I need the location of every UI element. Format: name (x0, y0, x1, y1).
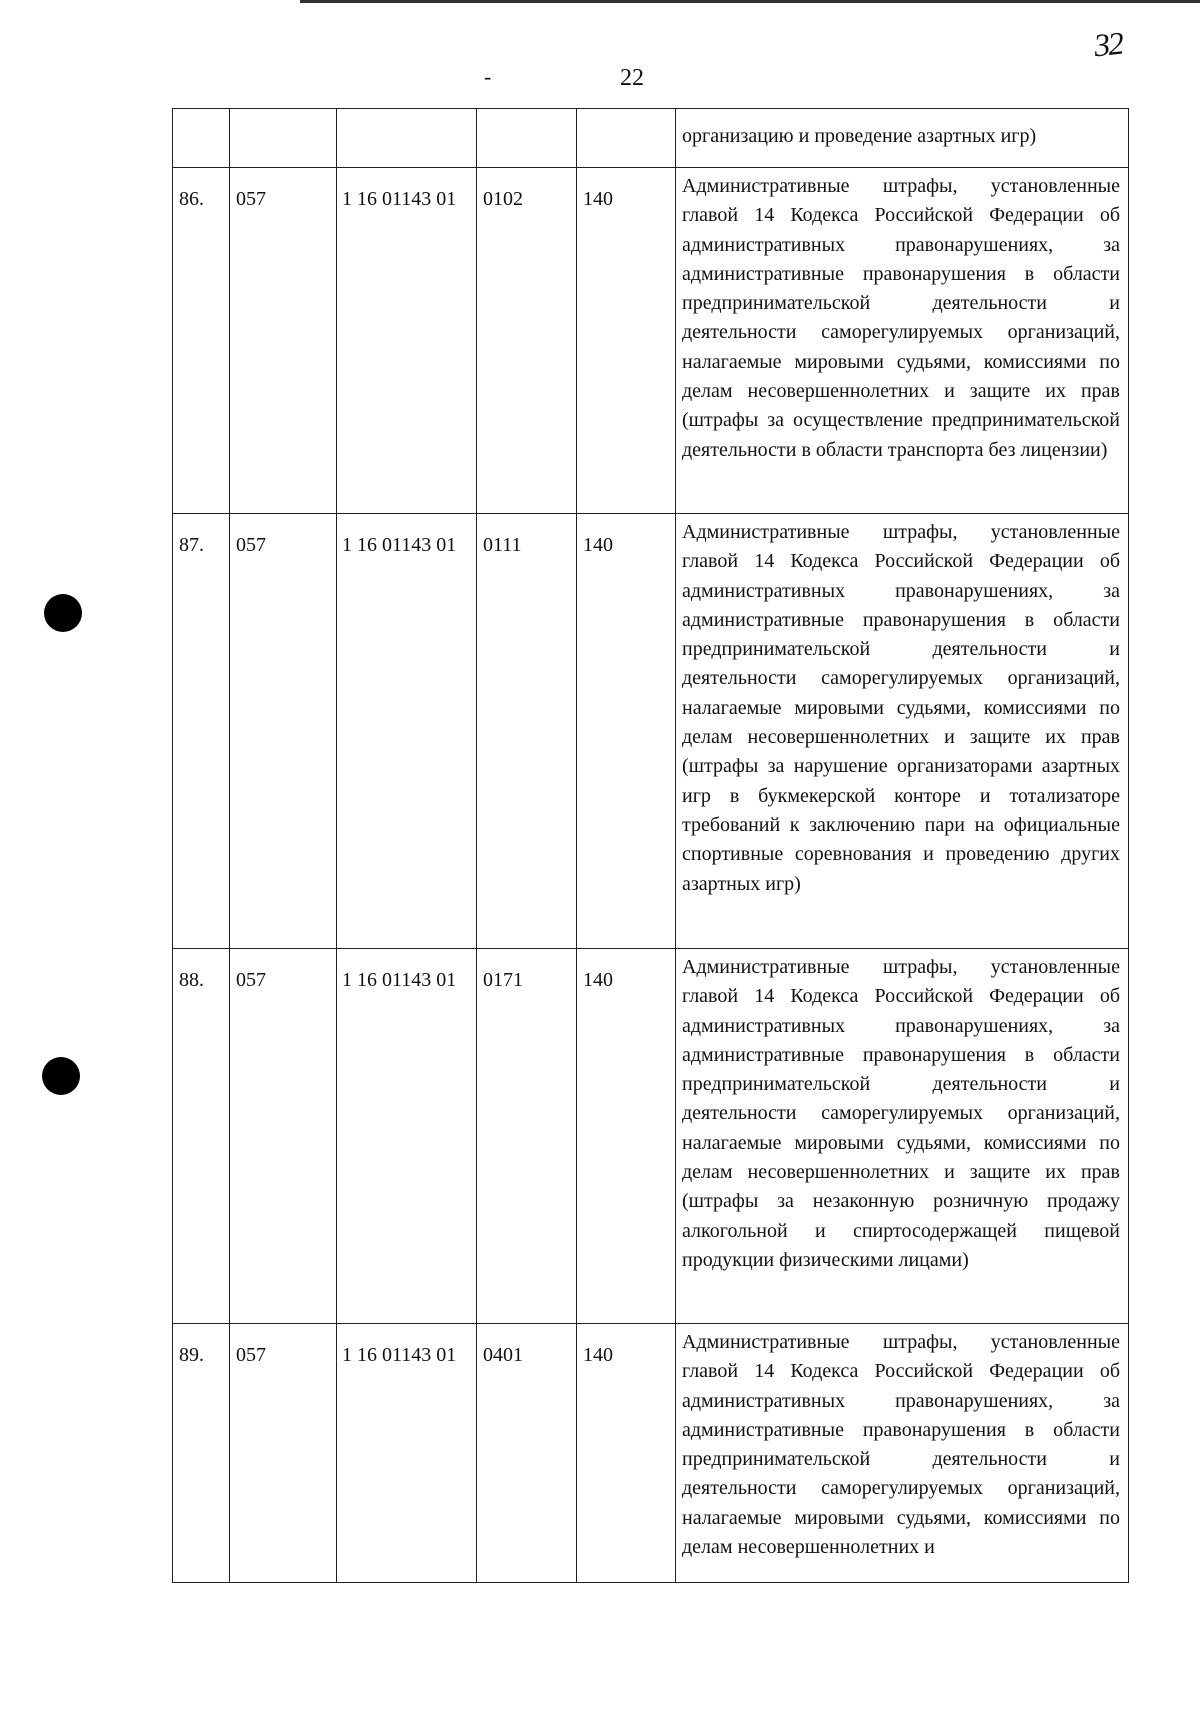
cell-kbk-main: 1 16 01143 01 (337, 514, 477, 949)
cell-admin-code: 057 (230, 949, 337, 1324)
cell-num: 87. (173, 514, 230, 949)
cell-kbk-main: 1 16 01143 01 (337, 949, 477, 1324)
cell-admin-code (230, 109, 337, 168)
top-border-rule (300, 0, 1200, 3)
cell-kbk-sub: 0401 (477, 1324, 577, 1583)
cell-kbk-kind: 140 (577, 168, 676, 514)
cell-admin-code: 057 (230, 1324, 337, 1583)
cell-kbk-sub (477, 109, 577, 168)
cell-num (173, 109, 230, 168)
cell-num: 89. (173, 1324, 230, 1583)
cell-kbk-main (337, 109, 477, 168)
page-number: 22 (620, 65, 644, 91)
cell-kbk-kind: 140 (577, 514, 676, 949)
table-row (173, 514, 1129, 949)
table-row (173, 168, 1129, 514)
handwritten-page-mark: 32 (1092, 24, 1124, 64)
cell-kbk-main: 1 16 01143 01 (337, 1324, 477, 1583)
budget-codes-table (172, 108, 1129, 1583)
cell-admin-code: 057 (230, 168, 337, 514)
table-row (173, 949, 1129, 1324)
cell-description: Административные штрафы, установленные главой 14 Кодекса Российской Федерации об административных правонарушениях, за административные правонарушения в области предпринимательской деятельности и деятельности саморегулируемых организаций, налагаемые мировыми судьями, комиссиями по делам несовершеннолетних и защите их прав (штрафы за незаконную розничную продажу алкогольной и спиртосодержащей пищевой продукции физическими лицами) (676, 949, 1129, 1324)
cell-description: организацию и проведение азартных игр) (676, 109, 1129, 168)
cell-description: Административные штрафы, установленные главой 14 Кодекса Российской Федерации об административных правонарушениях, за административные правонарушения в области предпринимательской деятельности и деятельности саморегулируемых организаций, налагаемые мировыми судьями, комиссиями по делам несовершеннолетних и защите их прав (штрафы за нарушение организаторами азартных игр в букмекерской конторе и тотализаторе требований к заключению пари на официальные спортивные соревнования и проведению других азартных игр) (676, 514, 1129, 949)
cell-num: 88. (173, 949, 230, 1324)
cell-kbk-kind: 140 (577, 949, 676, 1324)
dash-mark: - (484, 64, 492, 89)
hole-punch-mark (42, 1057, 80, 1095)
cell-kbk-main: 1 16 01143 01 (337, 168, 477, 514)
cell-kbk-sub: 0102 (477, 168, 577, 514)
table-row (173, 1324, 1129, 1583)
cell-description: Административные штрафы, установленные главой 14 Кодекса Российской Федерации об административных правонарушениях, за административные правонарушения в области предпринимательской деятельности и деятельности саморегулируемых организаций, налагаемые мировыми судьями, комиссиями по делам несовершеннолетних и (676, 1324, 1129, 1583)
table-row-continuation (173, 109, 1129, 168)
cell-description: Административные штрафы, установленные главой 14 Кодекса Российской Федерации об административных правонарушениях, за административные правонарушения в области предпринимательской деятельности и деятельности саморегулируемых организаций, налагаемые мировыми судьями, комиссиями по делам несовершеннолетних и защите их прав (штрафы за осуществление предпринимательской деятельности в области транспорта без лицензии) (676, 168, 1129, 514)
cell-admin-code: 057 (230, 514, 337, 949)
hole-punch-mark (44, 594, 82, 632)
cell-num: 86. (173, 168, 230, 514)
cell-kbk-sub: 0171 (477, 949, 577, 1324)
cell-kbk-kind: 140 (577, 1324, 676, 1583)
cell-kbk-sub: 0111 (477, 514, 577, 949)
cell-kbk-kind (577, 109, 676, 168)
